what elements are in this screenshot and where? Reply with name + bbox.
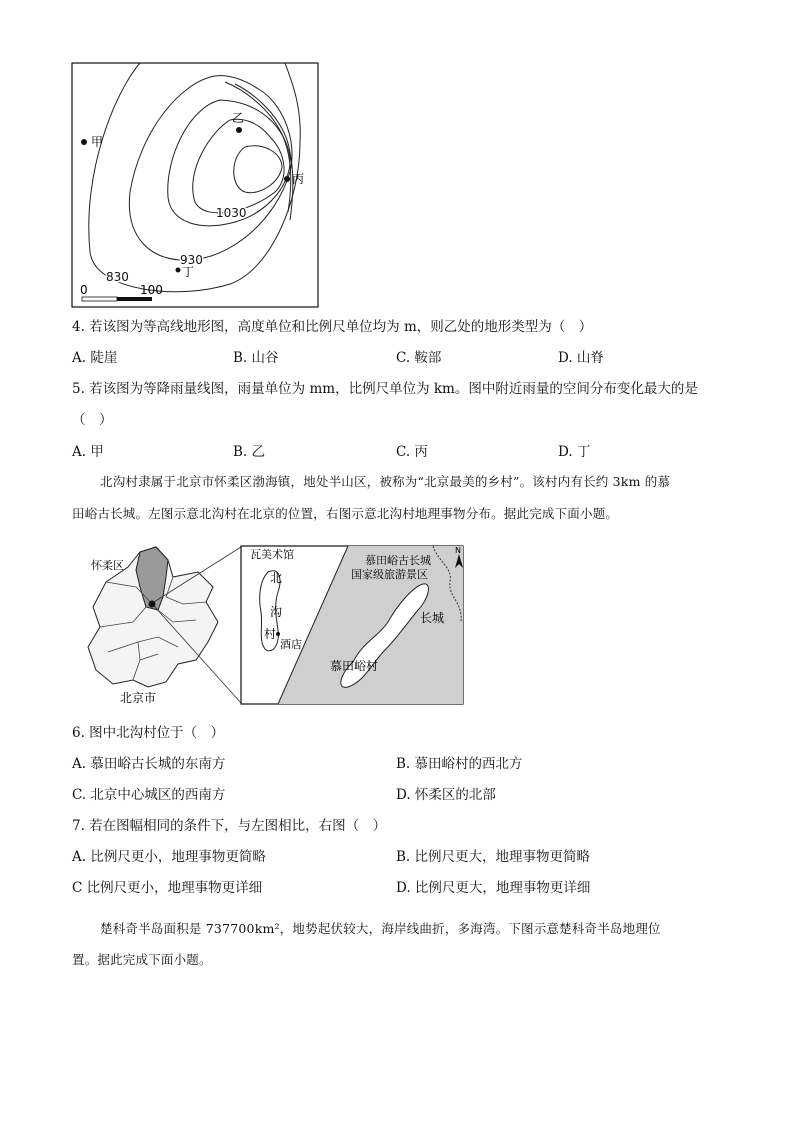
q6-option-a[interactable]: A. 慕田峪古长城的东南方 — [72, 756, 226, 772]
q6-option-c[interactable]: C. 北京中心城区的西南方 — [72, 787, 226, 803]
detail-map — [241, 546, 463, 704]
point-jia-label: 甲 — [91, 135, 104, 149]
question-6-stem: 6. 图中北沟村位于（ ） — [72, 725, 225, 741]
q7-option-c[interactable]: C 比例尺更小，地理事物更详细 — [72, 880, 263, 896]
contour-line-1030 — [193, 119, 284, 213]
question-5-stem-cont: （ ） — [72, 412, 113, 428]
scenic-label-line2: 国家级旅游景区 — [351, 568, 428, 581]
scale-bar-white — [82, 297, 117, 301]
question-4-stem: 4. 若该图为等高线地形图，高度单位和比例尺单位均为 m，则乙处的地形类型为（ ） — [72, 319, 593, 335]
mutianyu-village-label: 慕田峪村 — [330, 659, 379, 673]
point-bing-marker — [284, 176, 290, 182]
scale-zero-label: 0 — [80, 283, 88, 297]
q5-option-d[interactable]: D. 丁 — [558, 444, 591, 460]
contour-label-1030: 1030 — [216, 206, 247, 220]
point-yi-marker — [236, 127, 242, 133]
passage-1-line-2: 田峪古长城。左图示意北沟村在北京的位置，右图示意北沟村地理事物分布。据此完成下面小题。 — [72, 506, 619, 521]
greatwall-label: 长城 — [420, 611, 445, 625]
contour-label-930: 930 — [180, 253, 203, 267]
bei-label: 北 — [270, 571, 283, 585]
museum-label: 瓦美术馆 — [250, 548, 294, 561]
scale-bar-black — [117, 297, 152, 301]
hotel-marker — [276, 632, 280, 636]
q5-option-a[interactable]: A. 甲 — [72, 444, 104, 460]
passage-2-line-1: 楚科奇半岛面积是 737700km²，地势起伏较大，海岸线曲折，多海湾。下图示意楚科奇半岛地理位 — [100, 921, 661, 936]
point-jia-marker — [81, 139, 87, 145]
point-yi-label: 乙 — [232, 111, 245, 125]
beijing-label: 北京市 — [120, 691, 157, 705]
question-7-stem: 7. 若在图幅相同的条件下，与左图相比，右图（ ） — [72, 818, 387, 834]
q4-option-c[interactable]: C. 鞍部 — [396, 350, 442, 366]
cun-label: 村 — [264, 627, 277, 641]
contour-label-830: 830 — [106, 270, 129, 284]
q6-option-b[interactable]: B. 慕田峪村的西北方 — [396, 756, 523, 772]
q4-option-d[interactable]: D. 山脊 — [558, 350, 604, 366]
q7-option-d[interactable]: D. 比例尺更大，地理事物更详细 — [396, 880, 591, 896]
point-bing-label: 丙 — [292, 172, 305, 186]
q7-option-b[interactable]: B. 比例尺更大，地理事物更简略 — [396, 849, 591, 865]
point-ding-marker — [176, 268, 181, 273]
q6-option-d[interactable]: D. 怀柔区的北部 — [396, 787, 496, 803]
huairou-label: 怀柔区 — [91, 559, 124, 572]
passage-1-line-1: 北沟村隶属于北京市怀柔区渤海镇，地处半山区，被称为“北京最美的乡村”。该村内有长约 3km 的慕 — [100, 474, 671, 489]
q5-option-c[interactable]: C. 丙 — [396, 444, 428, 460]
beijing-map — [88, 547, 241, 705]
q5-option-b[interactable]: B. 乙 — [233, 444, 266, 460]
hotel-label: 酒店 — [280, 638, 302, 651]
scenic-label-line1: 慕田峪古长城 — [365, 554, 431, 567]
point-ding-label: 丁 — [182, 265, 195, 279]
contour-map-figure — [70, 62, 322, 312]
q7-option-a[interactable]: A. 比例尺更小，地理事物更简略 — [72, 849, 266, 865]
question-5-stem: 5. 若该图为等降雨量线图，雨量单位为 mm，比例尺单位为 km。图中附近雨量的空间分布变化最大的是 — [72, 381, 698, 397]
q4-option-a[interactable]: A. 陡崖 — [72, 350, 118, 366]
passage-2-line-2: 置。据此完成下面小题。 — [72, 952, 212, 967]
gou-label: 沟 — [270, 605, 283, 619]
scale-max-label: 100 — [140, 283, 163, 297]
north-label: N — [455, 546, 461, 555]
contour-line-top — [234, 146, 282, 193]
q4-option-b[interactable]: B. 山谷 — [233, 350, 279, 366]
beigou-location-figure — [78, 542, 468, 708]
